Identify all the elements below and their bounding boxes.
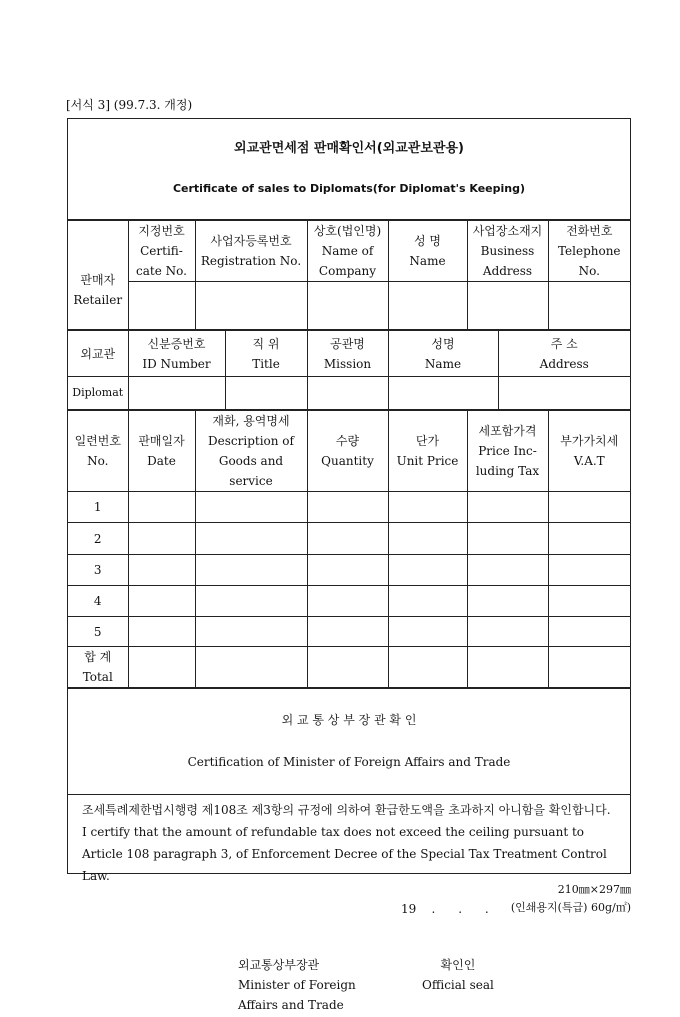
official-seal-label: 확인인 Official seal bbox=[422, 955, 494, 995]
certification-table bbox=[68, 688, 630, 1017]
form-title bbox=[68, 119, 630, 220]
cell[interactable] bbox=[467, 617, 548, 647]
cell[interactable] bbox=[548, 617, 630, 647]
header-registration-no: 사업자등록번호 Registration No. bbox=[195, 221, 307, 282]
paper-spec: (인쇄용지(특급) 60g/㎡) bbox=[511, 899, 631, 915]
cell[interactable] bbox=[467, 555, 548, 586]
cell[interactable] bbox=[195, 523, 307, 555]
cell[interactable] bbox=[307, 617, 388, 647]
cell[interactable] bbox=[548, 492, 630, 523]
cell[interactable] bbox=[307, 492, 388, 523]
cell[interactable] bbox=[548, 647, 630, 688]
header-date: 판매일자 Date bbox=[128, 411, 195, 492]
cell[interactable] bbox=[388, 586, 467, 617]
total-label: 합 계 Total bbox=[68, 647, 128, 688]
title-korean: 외교관면세점 판매확인서(외교관보관용) bbox=[68, 139, 630, 159]
header-mission: 공관명 Mission bbox=[307, 331, 388, 377]
header-telephone: 전화번호 Telephone No. bbox=[548, 221, 630, 282]
table-row bbox=[68, 586, 630, 617]
header-address: 주 소 Address bbox=[498, 331, 630, 377]
header-quantity: 수량 Quantity bbox=[307, 411, 388, 492]
table-row bbox=[68, 555, 630, 586]
sales-certificate-form bbox=[67, 118, 631, 874]
row-number: 2 bbox=[68, 523, 128, 555]
cell[interactable] bbox=[195, 555, 307, 586]
header-company-name: 상호(법인명) Name of Company bbox=[307, 221, 388, 282]
header-unit-price: 단가 Unit Price bbox=[388, 411, 467, 492]
retailer-label: 판매자 Retailer bbox=[68, 221, 128, 330]
registration-no-field[interactable] bbox=[195, 282, 307, 330]
id-number-field[interactable] bbox=[128, 377, 225, 410]
certification-title-ko: 외 교 통 상 부 장 관 확 인 bbox=[68, 710, 630, 731]
header-serial-no: 일련번호 No. bbox=[68, 411, 128, 492]
cell[interactable] bbox=[388, 492, 467, 523]
cell[interactable] bbox=[128, 492, 195, 523]
cell[interactable] bbox=[307, 523, 388, 555]
header-name: 성 명 Name bbox=[388, 221, 467, 282]
header-business-address: 사업장소재지 Business Address bbox=[467, 221, 548, 282]
cell[interactable] bbox=[307, 555, 388, 586]
diplomat-label-en: Diplomat bbox=[68, 377, 128, 410]
retailer-table bbox=[68, 220, 630, 330]
paper-size: 210㎜×297㎜ bbox=[558, 881, 631, 897]
cell[interactable] bbox=[195, 492, 307, 523]
header-diplomat-name: 성명 Name bbox=[388, 331, 498, 377]
diplomat-table bbox=[68, 330, 630, 410]
cell[interactable] bbox=[128, 523, 195, 555]
cell[interactable] bbox=[467, 492, 548, 523]
cell[interactable] bbox=[548, 555, 630, 586]
header-certificate-no: 지정번호 Certifi- cate No. bbox=[128, 221, 195, 282]
address-field[interactable] bbox=[498, 377, 630, 410]
header-description: 재화, 용역명세 Description of Goods and service bbox=[195, 411, 307, 492]
header-vat: 부가가치세 V.A.T bbox=[548, 411, 630, 492]
certification-title-en: Certification of Minister of Foreign Affairs and Trade bbox=[68, 752, 630, 773]
cell[interactable] bbox=[388, 523, 467, 555]
mission-field[interactable] bbox=[307, 377, 388, 410]
certification-text-en: I certify that the amount of refundable tax does not exceed the ceiling pursuant to Article 108 paragraph 3, of Enforcement Decree of the Special Tax Treatment Control Law. bbox=[82, 821, 616, 887]
certificate-no-field[interactable] bbox=[128, 282, 195, 330]
cell[interactable] bbox=[548, 586, 630, 617]
cell[interactable] bbox=[128, 555, 195, 586]
cell[interactable] bbox=[388, 647, 467, 688]
table-row bbox=[68, 492, 630, 523]
total-row bbox=[68, 647, 630, 688]
cell[interactable] bbox=[307, 586, 388, 617]
header-title: 직 위 Title bbox=[225, 331, 307, 377]
cell[interactable] bbox=[195, 586, 307, 617]
row-number: 5 bbox=[68, 617, 128, 647]
cell[interactable] bbox=[195, 647, 307, 688]
title-table bbox=[68, 119, 630, 220]
cell[interactable] bbox=[128, 586, 195, 617]
cell[interactable] bbox=[467, 647, 548, 688]
row-number: 4 bbox=[68, 586, 128, 617]
certification-heading bbox=[68, 689, 630, 795]
items-table bbox=[68, 410, 630, 688]
row-number: 3 bbox=[68, 555, 128, 586]
cell[interactable] bbox=[388, 617, 467, 647]
cell[interactable] bbox=[307, 647, 388, 688]
cell[interactable] bbox=[128, 617, 195, 647]
cell[interactable] bbox=[548, 523, 630, 555]
diplomat-label-ko: 외교관 bbox=[68, 331, 128, 377]
table-row bbox=[68, 617, 630, 647]
telephone-field[interactable] bbox=[548, 282, 630, 330]
cell[interactable] bbox=[128, 647, 195, 688]
title-field[interactable] bbox=[225, 377, 307, 410]
cell[interactable] bbox=[467, 586, 548, 617]
retailer-name-field[interactable] bbox=[388, 282, 467, 330]
certification-text-ko: 조세특례제한법시행령 제108조 제3항의 규정에 의하여 환급한도액을 초과하지 아니함을 확인합니다. bbox=[82, 799, 616, 821]
row-number: 1 bbox=[68, 492, 128, 523]
cell[interactable] bbox=[388, 555, 467, 586]
business-address-field[interactable] bbox=[467, 282, 548, 330]
diplomat-name-field[interactable] bbox=[388, 377, 498, 410]
date-line[interactable]: 19 . . . bbox=[401, 898, 489, 920]
header-price-incl-tax: 세포함가격 Price Inc- luding Tax bbox=[467, 411, 548, 492]
cell[interactable] bbox=[467, 523, 548, 555]
form-number-label: [서식 3] (99.7.3. 개정) bbox=[66, 96, 192, 113]
cell[interactable] bbox=[195, 617, 307, 647]
header-id-number: 신분증번호 ID Number bbox=[128, 331, 225, 377]
table-row bbox=[68, 523, 630, 555]
title-english: Certificate of sales to Diplomats(for Diplomat's Keeping) bbox=[68, 179, 630, 199]
company-name-field[interactable] bbox=[307, 282, 388, 330]
minister-label: 외교통상부장관 Minister of Foreign Affairs and Trade bbox=[238, 955, 356, 1015]
